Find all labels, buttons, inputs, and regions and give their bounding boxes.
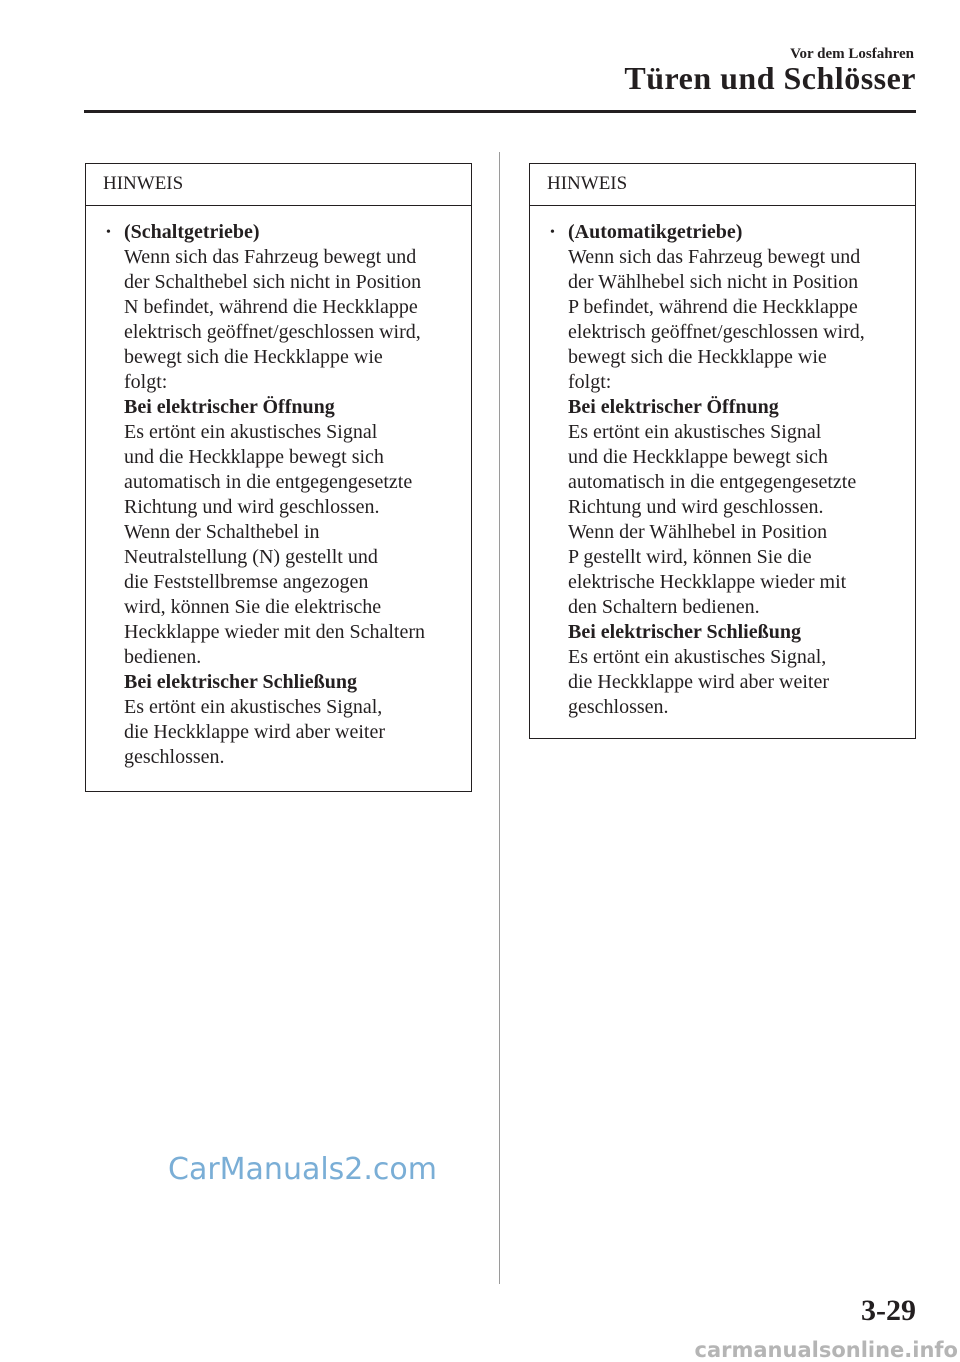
note-text-line: Es ertönt ein akustisches Signal	[568, 421, 822, 443]
note-body	[530, 206, 915, 720]
column-separator	[499, 152, 500, 1284]
note-text-line: Es ertönt ein akustisches Signal,	[124, 696, 383, 718]
note-text-line: geschlossen.	[124, 746, 225, 768]
note-text-line: und die Heckklappe bewegt sich	[124, 446, 384, 468]
note-text-line: automatisch in die entgegengesetzte	[124, 471, 413, 493]
note-text-line: bewegt sich die Heckklappe wie	[124, 346, 383, 368]
note-text-line: elektrisch geöffnet/geschlossen wird,	[124, 321, 421, 343]
note-text-line: elektrische Heckklappe wieder mit	[568, 571, 847, 593]
note-text-line: elektrisch geöffnet/geschlossen wird,	[568, 321, 865, 343]
note-text-line: P gestellt wird, können Sie die	[568, 546, 812, 568]
note-subheading: Bei elektrischer Öffnung	[124, 396, 335, 418]
note-text-line: die Heckklappe wird aber weiter	[124, 721, 385, 743]
note-subheading: Bei elektrischer Schließung	[124, 671, 357, 693]
note-text-line: bewegt sich die Heckklappe wie	[568, 346, 827, 368]
note-text-line: wird, können Sie die elektrische	[124, 596, 382, 618]
page-title: Türen und Schlösser	[624, 60, 916, 96]
note-subheading: (Automatikgetriebe)	[568, 221, 743, 243]
note-subheading: Bei elektrischer Öffnung	[568, 396, 779, 418]
note-text-line: und die Heckklappe bewegt sich	[568, 446, 828, 468]
note-heading: HINWEIS	[86, 164, 471, 206]
note-lines	[124, 220, 465, 770]
note-item	[550, 220, 909, 720]
note-text-line: Wenn sich das Fahrzeug bewegt und	[568, 246, 861, 268]
watermark-logo[interactable]: CarManuals2.com	[168, 1152, 438, 1187]
footer-watermark[interactable]: carmanualsonline.info	[694, 1338, 958, 1362]
note-text-line: geschlossen.	[568, 696, 669, 718]
note-text-line: Wenn der Wählhebel in Position	[568, 521, 828, 543]
note-subheading: (Schaltgetriebe)	[124, 221, 260, 243]
section-label: Vor dem Losfahren	[790, 46, 914, 62]
note-text-line: Neutralstellung (N) gestellt und	[124, 546, 378, 568]
note-heading: HINWEIS	[530, 164, 915, 206]
note-text-line: Heckklappe wieder mit den Schaltern	[124, 621, 425, 643]
note-text-line: den Schaltern bedienen.	[568, 596, 760, 618]
note-box-automatic	[529, 163, 916, 739]
note-text-line: die Feststellbremse angezogen	[124, 571, 369, 593]
header-rule	[84, 110, 916, 113]
note-text-line: Es ertönt ein akustisches Signal,	[568, 646, 827, 668]
page-number: 3-29	[861, 1294, 916, 1327]
bullet-icon: •	[550, 225, 555, 240]
note-box-manual	[85, 163, 472, 792]
note-text-line: folgt:	[568, 371, 612, 393]
note-lines	[568, 220, 909, 720]
note-text-line: automatisch in die entgegengesetzte	[568, 471, 857, 493]
note-text-line: N befindet, während die Heckklappe	[124, 296, 418, 318]
note-text-line: der Schalthebel sich nicht in Position	[124, 271, 422, 293]
note-text-line: P befindet, während die Heckklappe	[568, 296, 858, 318]
note-text-line: bedienen.	[124, 646, 202, 668]
note-item	[106, 220, 465, 770]
note-text-line: die Heckklappe wird aber weiter	[568, 671, 829, 693]
note-subheading: Bei elektrischer Schließung	[568, 621, 801, 643]
note-text-line: Wenn der Schalthebel in	[124, 521, 320, 543]
note-body	[86, 206, 471, 770]
note-text-line: Es ertönt ein akustisches Signal	[124, 421, 378, 443]
note-text-line: folgt:	[124, 371, 168, 393]
note-text-line: Wenn sich das Fahrzeug bewegt und	[124, 246, 417, 268]
note-text-line: der Wählhebel sich nicht in Position	[568, 271, 859, 293]
note-text-line: Richtung und wird geschlossen.	[568, 496, 824, 518]
bullet-icon: •	[106, 225, 111, 240]
note-text-line: Richtung und wird geschlossen.	[124, 496, 380, 518]
